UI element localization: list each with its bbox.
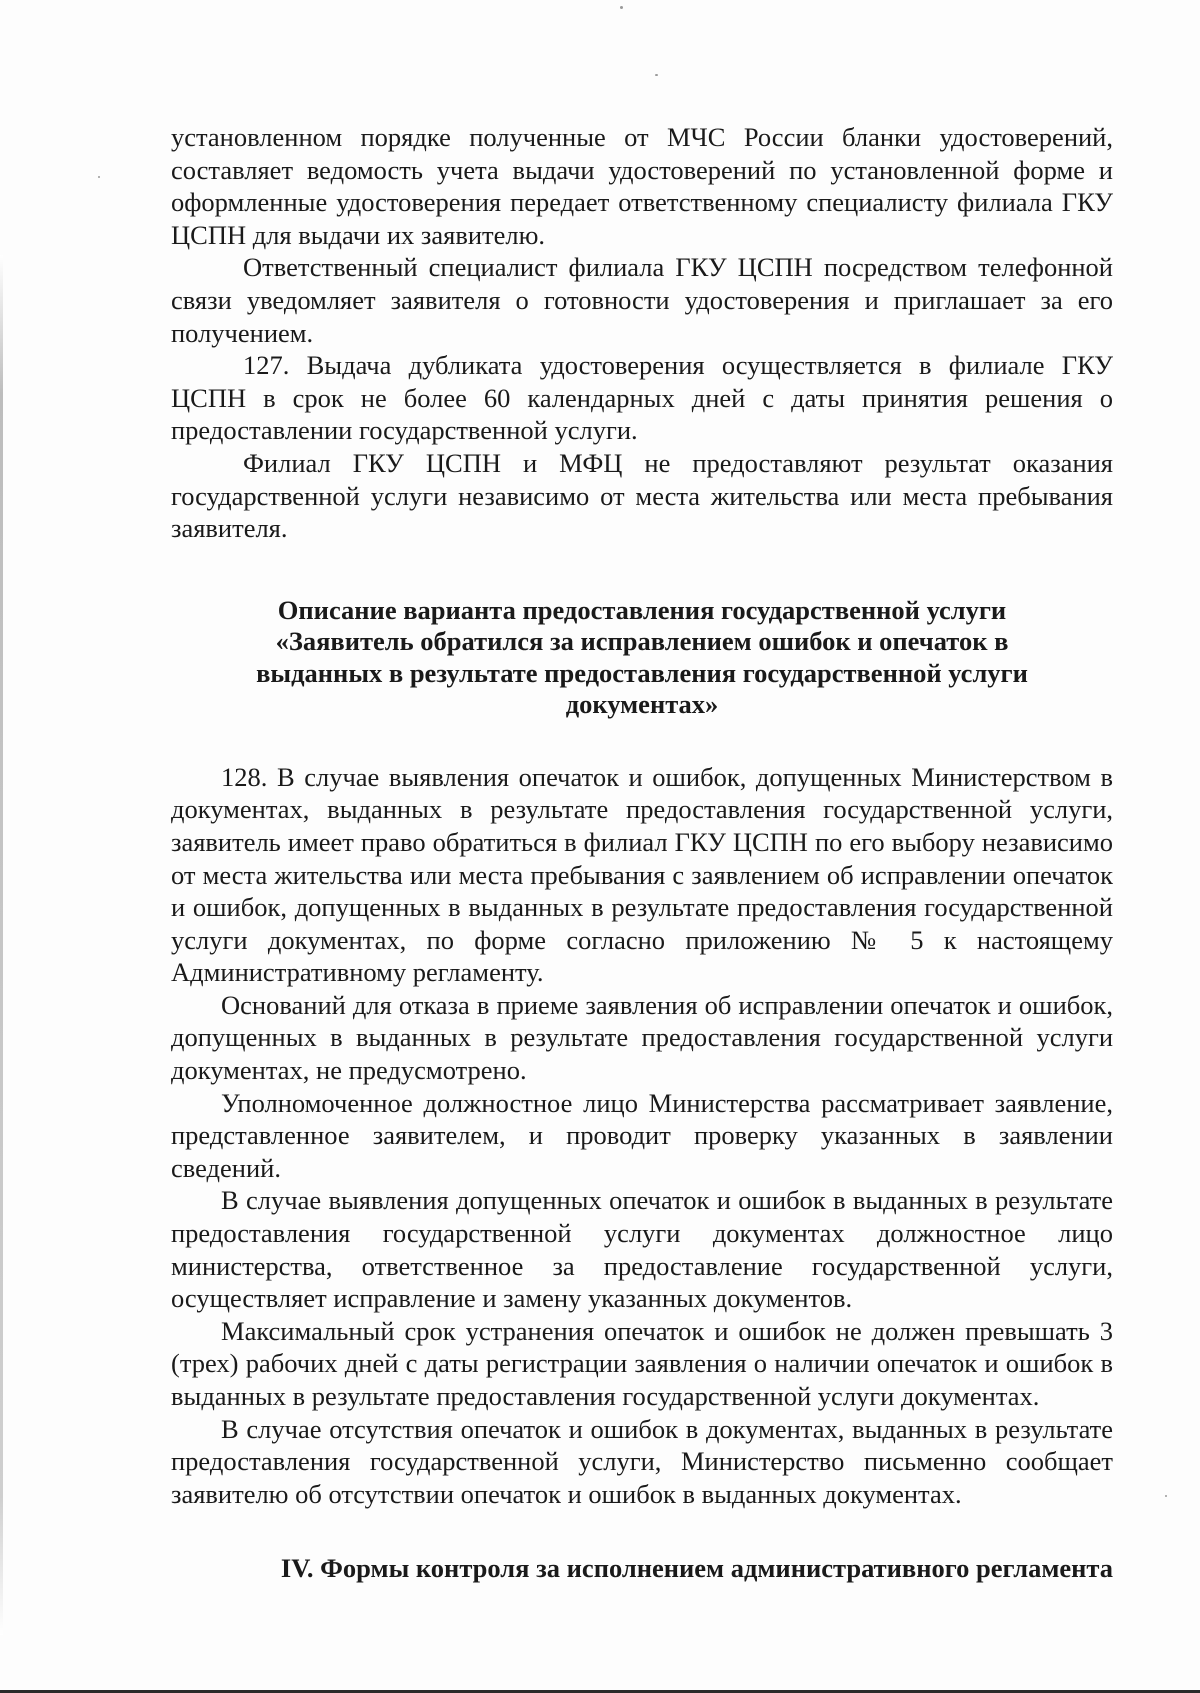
paragraph: Оснований для отказа в приеме заявления об исправлении опечаток и ошибок, допущенных в выданных в результате предоставления государственной услуги документах, не предусмотрено. — [171, 989, 1113, 1086]
paragraph: 128. В случае выявления опечаток и ошибок, допущенных Министерством в документах, выданных в результате предоставления государственной услуги, заявитель имеет право обратиться в филиал ГКУ ЦСПН по его выбору независимо от места жительства или места пребывания с заявлением об исправлении опечаток и ошибок, допущенных в выданных в результате предоставления государственной услуги документах, по форме согласно приложению № 5 к настоящему Административному регламенту. — [171, 761, 1113, 988]
chapter-heading: IV. Формы контроля за исполнением административного регламента — [280, 1553, 1113, 1584]
paragraph: установленном порядке полученные от МЧС России бланки удостоверений, составляет ведомость учета выдачи удостоверений по установленной форме и оформленные удостоверения передает ответственному специалисту филиала ГКУ ЦСПН для выдачи их заявителю. — [171, 122, 1113, 250]
paragraph: 127. Выдача дубликата удостоверения осуществляется в филиале ГКУ ЦСПН в срок не более 60 календарных дней с даты принятия решения о предоставлении государственной услуги. — [171, 350, 1113, 446]
paragraph: Уполномоченное должностное лицо Министерства рассматривает заявление, представленное заявителем, и проводит проверку указанных в заявлении сведений. — [171, 1087, 1113, 1183]
section-heading-line: «Заявитель обратился за исправлением ошибок и опечаток в — [275, 626, 1009, 657]
section-heading-line: выданных в результате предоставления государственной услуги — [256, 657, 1028, 688]
scan-speck — [655, 74, 658, 76]
scan-speck — [620, 6, 623, 9]
scan-speck — [98, 176, 100, 178]
scan-speck — [1165, 1495, 1167, 1497]
scan-edge-left — [0, 255, 3, 1635]
paragraph: В случае выявления допущенных опечаток и ошибок в выданных в результате предоставления государственной услуги документах должностное лицо министерства, ответственное за предоставление государственной услуги, осуществляет исправление и замену указанных документов. — [171, 1185, 1113, 1314]
paragraph: Максимальный срок устранения опечаток и ошибок не должен превышать 3 (трех) рабочих дней с даты регистрации заявления о наличии опечаток и ошибок в выданных в результате предоставления государственной услуги документах. — [171, 1315, 1113, 1411]
section-heading-line: документах» — [565, 689, 719, 720]
paragraph: В случае отсутствия опечаток и ошибок в документах, выданных в результате предоставления государственной услуги, Министерство письменно сообщает заявителю об отсутствии опечаток и ошибок в выданных документах. — [171, 1413, 1113, 1509]
document-body — [171, 121, 1113, 1585]
section-heading-line: Описание варианта предоставления государственной услуги — [277, 594, 1007, 625]
section-heading — [171, 595, 1113, 721]
paragraph: Ответственный специалист филиала ГКУ ЦСПН посредством телефонной связи уведомляет заявителя о готовности удостоверения и приглашает за его получением. — [171, 252, 1113, 348]
paragraph: Филиал ГКУ ЦСПН и МФЦ не предоставляют результат оказания государственной услуги независимо от места жительства или места пребывания заявителя. — [171, 447, 1113, 544]
